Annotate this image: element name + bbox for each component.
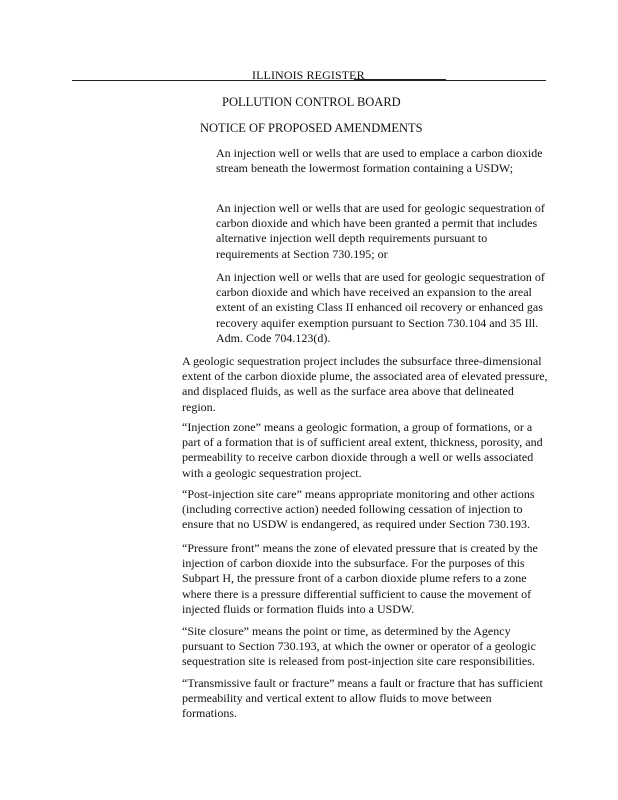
register-title: ILLINOIS REGISTER xyxy=(252,68,365,82)
indented-item-3: An injection well or wells that are used for geologic sequestration of carbon dioxide and which have received an expansion to the areal extent of an existing Class II enhanced oil recovery or enhanced gas recovery aquifer exemption pursuant to Section 730.104 and 35 Ill. Adm. Code 704.123(d). xyxy=(216,270,545,345)
paragraph-project-extent: A geologic sequestration project includes the subsurface three-dimensional extent of the carbon dioxide plume, the associated area of elevated pressure, and displaced fluids, as well as the surface area above that delineated region. xyxy=(182,354,548,414)
paragraph-post-injection: “Post-injection site care” means appropriate monitoring and other actions (including corrective action) needed following cessation of injection to ensure that no USDW is endangered, as required under Section 730.193. xyxy=(182,487,535,532)
paragraph-transmissive-fault: “Transmissive fault or fracture” means a fault or fracture that has sufficient permeability and vertical extent to allow fluids to move between formations. xyxy=(182,676,543,721)
header-rule xyxy=(72,80,546,81)
paragraph-injection-zone: “Injection zone” means a geologic formation, a group of formations, or a part of a formation that is of sufficient areal extent, thickness, porosity, and permeability to receive carbon dioxide through a well or wells associated with a geologic sequestration project. xyxy=(182,420,543,480)
paragraph-site-closure: “Site closure” means the point or time, as determined by the Agency pursuant to Section 730.193, at which the owner or operator of a geologic sequestration site is released from post-injection site care responsibilities. xyxy=(182,624,536,669)
paragraph-pressure-front: “Pressure front” means the zone of elevated pressure that is created by the injection of carbon dioxide into the subsurface. For the purposes of this Subpart H, the pressure front of a carbon dioxide plume refers to a zone where there is a pressure differential sufficient to cause the movement of injected fluids or formation fluids into a USDW. xyxy=(182,541,538,616)
board-name: POLLUTION CONTROL BOARD xyxy=(222,95,401,109)
indented-item-2: An injection well or wells that are used for geologic sequestration of carbon dioxide and which have been granted a permit that includes alternative injection well depth requirements pursuant to requirements at Section 730.195; or xyxy=(216,201,545,261)
indented-item-1: An injection well or wells that are used to emplace a carbon dioxide stream beneath the lowermost formation containing a USDW; xyxy=(216,146,543,176)
notice-title: NOTICE OF PROPOSED AMENDMENTS xyxy=(200,121,423,135)
